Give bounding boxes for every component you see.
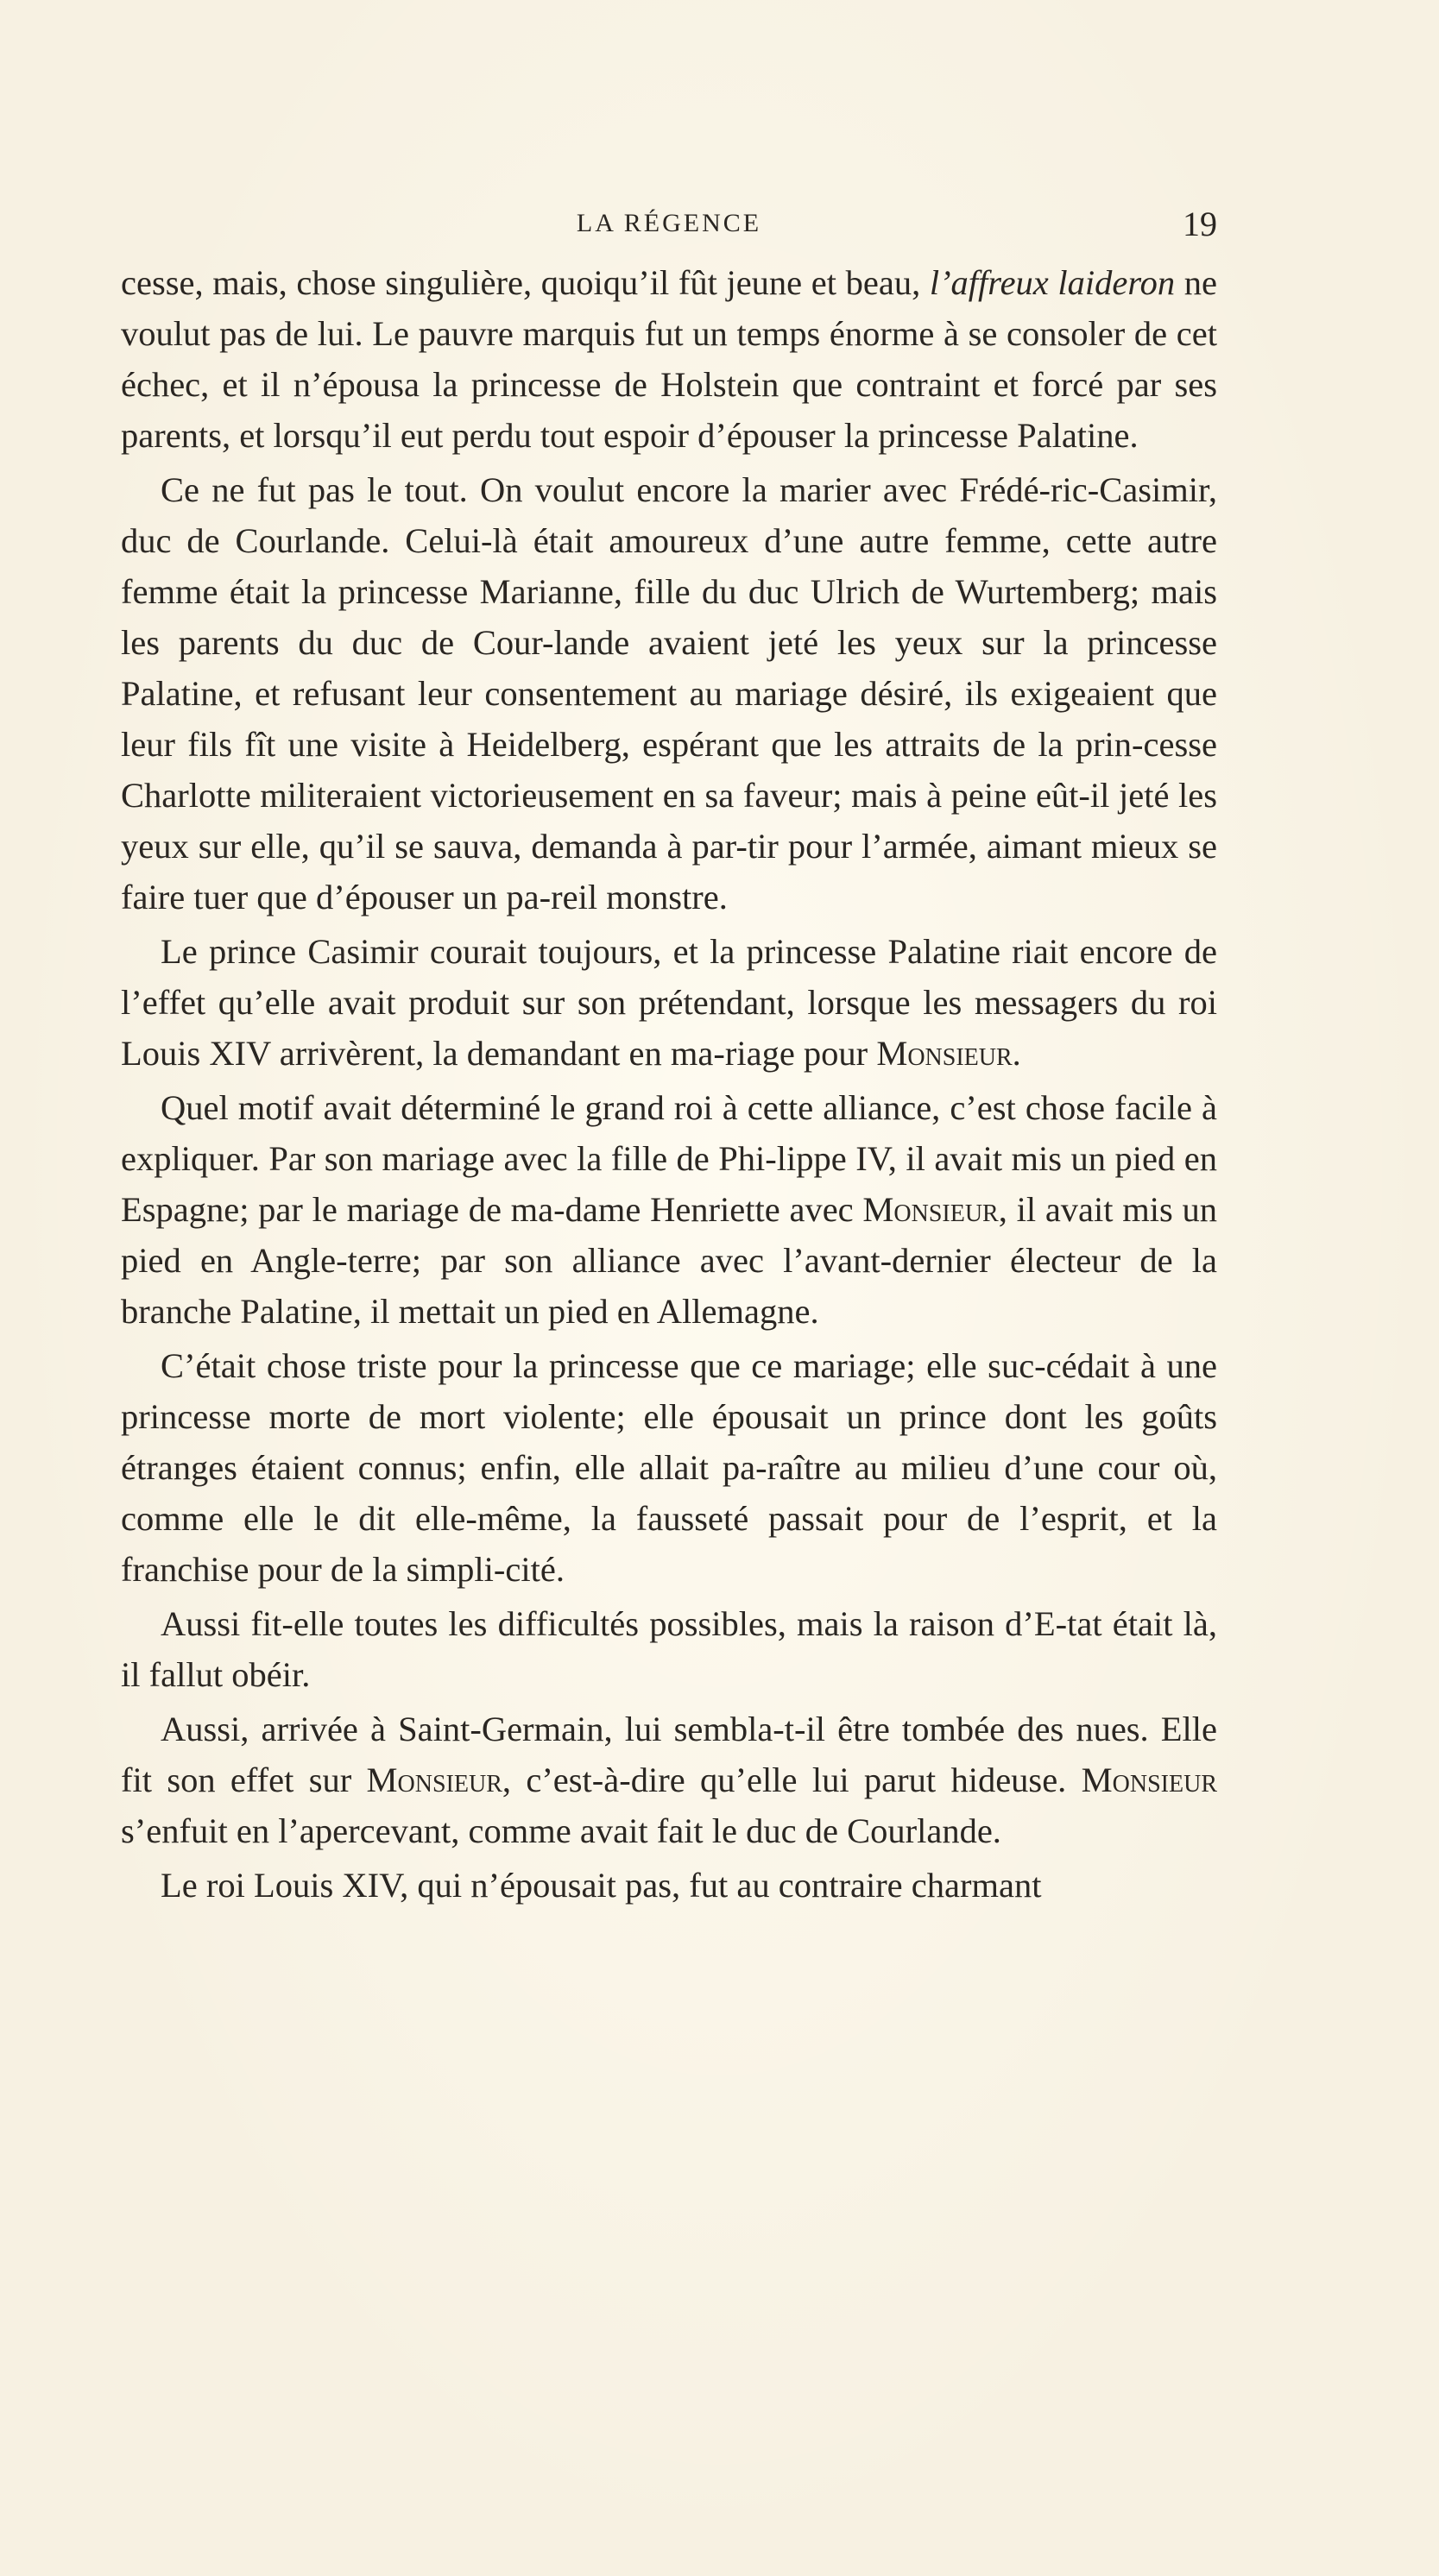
paragraph xyxy=(121,1082,1217,1337)
paragraph xyxy=(121,1860,1217,1911)
text-run: ne voulut pas de lui. Le pauvre marquis fut un temps énorme à se consoler de cet échec, et il n’épousa la princesse de Holstein que contraint et forcé par ses parents, et lorsqu’il eut perdu tout espoir d’épouser la princesse Palatine. xyxy=(121,263,1217,455)
paragraph xyxy=(121,926,1217,1079)
text-run: , il avait mis un pied en Angle-terre; par son alliance avec l’avant-dernier électeur de la branche Palatine, il mettait un pied en Allemagne. xyxy=(121,1190,1217,1331)
text-run: C’était chose triste pour la princesse que ce mariage; elle suc-cédait à une princesse morte de mort violente; elle épousait un prince dont les goûts étranges étaient connus; enfin, elle allait pa-raître au milieu d’une cour où, comme elle le dit elle-même, la fausseté passait pour de l’esprit, et la franchise pour de la simpli-cité. xyxy=(121,1346,1217,1589)
text-run: , c’est-à-dire qu’elle lui parut hideuse. xyxy=(502,1760,1082,1799)
paragraph xyxy=(121,1598,1217,1700)
small-caps-name: Monsieur xyxy=(862,1190,999,1229)
running-title: LA RÉGENCE xyxy=(576,209,762,237)
small-caps-name: Monsieur xyxy=(366,1760,502,1799)
text-run: Ce ne fut pas le tout. On voulut encore la marier avec Frédé-ric-Casimir, duc de Courlande. Celui-là était amoureux d’une autre femme, cette autre femme était la princesse Marianne, fille du duc Ulrich de Wurtemberg; mais les parents du duc de Cour-lande avaient jeté les yeux sur la princesse Palatine, et refusant leur consentement au mariage désiré, ils exigeaient que leur fils fît une visite à Heidelberg, espérant que les attraits de la prin-cesse Charlotte militeraient victorieusement en sa faveur; mais à peine eût-il jeté les yeux sur elle, qu’il se sauva, demanda à par-tir pour l’armée, aimant mieux se faire tuer que d’épouser un pa-reil monstre. xyxy=(121,470,1217,916)
text-run: Le roi Louis XIV, qui n’épousait pas, fut au contraire charmant xyxy=(161,1866,1042,1905)
italic-phrase: l’affreux laideron xyxy=(929,263,1176,302)
paragraph xyxy=(121,464,1217,923)
text-run: Le prince Casimir courait toujours, et la princesse Palatine riait encore de l’effet qu’elle avait produit sur son prétendant, lorsque les messagers du roi Louis XIV arrivèrent, la demandant en ma-riage pour xyxy=(121,932,1217,1073)
text-run: cesse, mais, chose singulière, quoiqu’il fût jeune et beau, xyxy=(121,263,930,302)
text-run: Aussi fit-elle toutes les difficultés possibles, mais la raison d’E-tat était là, il fallut obéir. xyxy=(121,1604,1217,1694)
text-run: Aussi, arrivée à Saint-Germain, lui sembla-t-il être tombée des nues. Elle fit son effet sur xyxy=(121,1710,1217,1799)
paragraph xyxy=(121,257,1217,461)
text-run: Quel motif avait déterminé le grand roi à cette alliance, c’est chose facile à expliquer. Par son mariage avec la fille de Phi-lippe IV, il avait mis un pied en Espagne; par le mariage de ma-dame Henriette avec xyxy=(121,1088,1217,1229)
paragraph xyxy=(121,1704,1217,1856)
paragraph xyxy=(121,1340,1217,1595)
small-caps-name: Monsieur xyxy=(1081,1760,1217,1799)
page-header xyxy=(121,204,1217,247)
small-caps-name: Monsieur xyxy=(876,1034,1013,1073)
text-run: . xyxy=(1012,1034,1021,1073)
page-number: 19 xyxy=(1183,205,1217,243)
body-text xyxy=(121,257,1217,1914)
text-run: s’enfuit en l’apercevant, comme avait fait le duc de Courlande. xyxy=(121,1811,1001,1850)
